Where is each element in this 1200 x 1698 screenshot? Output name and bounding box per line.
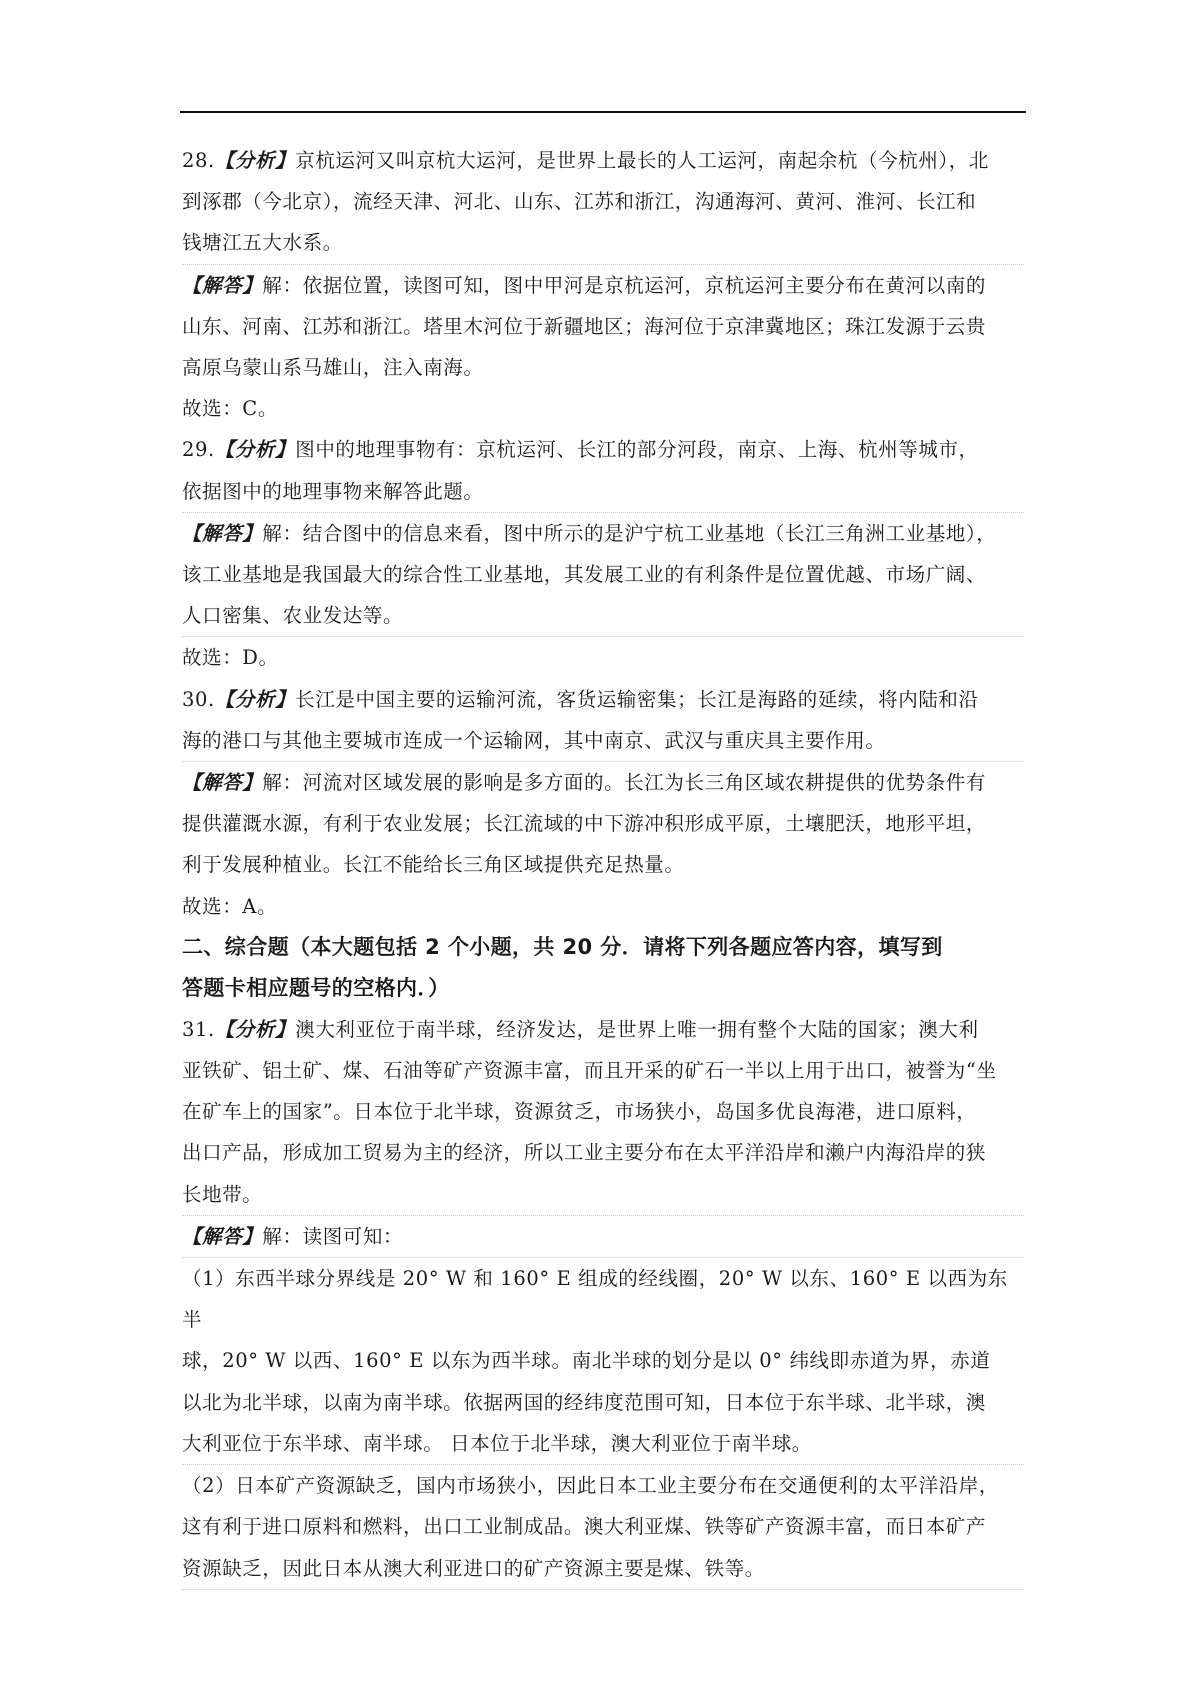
q31-part1-line: 以北为北半球，以南为南半球。依据两国的经纬度范围可知，日本位于东半球、北半球，澳 [182, 1390, 987, 1414]
q31-number: 31. [182, 1017, 215, 1041]
q30-answer-line: 利于发展种植业。长江不能给长三角区域提供充足热量。 [182, 853, 685, 877]
q31-answer-tag: 【解答】 [182, 1224, 263, 1248]
q31-analysis-line: 亚铁矿、铝土矿、煤、石油等矿产资源丰富，而且开采的矿石一半以上用于出口，被誉为“坐 [182, 1059, 997, 1083]
q31-analysis-line: 出口产品，形成加工贸易为主的经济，所以工业主要分布在太平洋沿岸和濑户内海沿岸的狭 [182, 1141, 987, 1165]
q31-analysis-line: 澳大利亚位于南半球，经济发达，是世界上唯一拥有整个大陆的国家；澳大利 [295, 1017, 979, 1041]
q31-answer-part1 [182, 1258, 1024, 1465]
q29-answer-line: 人口密集、农业发达等。 [182, 604, 404, 628]
q28-analysis [182, 140, 1024, 265]
section2-heading [182, 927, 1024, 1009]
q28-answer-tag: 【解答】 [182, 273, 263, 297]
q30-analysis-tag: 【分析】 [214, 687, 296, 711]
q31-analysis-line: 在矿车上的国家”。日本位于北半球，资源贫乏，市场狭小，岛国多优良海港，进口原料， [182, 1100, 977, 1124]
q31-analysis [182, 1009, 1024, 1216]
q30-analysis [182, 679, 1024, 762]
q29-choice: 故选：D。 [182, 646, 279, 670]
q30-answer-line: 解：河流对区域发展的影响是多方面的。长江为长三角区域农耕提供的优势条件有 [262, 771, 987, 795]
q28-answer-line: 高原乌蒙山系马雄山，注入南海。 [182, 356, 484, 380]
q31-analysis-line: 长地带。 [182, 1182, 263, 1206]
q30-answer-line: 提供灌溉水源，有利于农业发展；长江流域的中下游冲积形成平原，土壤肥沃，地形平坦， [182, 812, 987, 836]
q31-answer-intro-text: 解：读图可知： [262, 1224, 404, 1248]
q28-analysis-line: 京杭运河又叫京杭大运河，是世界上最长的人工运河，南起余杭（今杭州），北 [295, 149, 989, 172]
q31-part1-line: （1）东西半球分界线是 20° W 和 160° E 组成的经线圈，20° W 以东、160° E 以西为东半 [182, 1267, 1008, 1332]
q30-answer-tag: 【解答】 [182, 771, 263, 795]
q30-choice: 故选：A。 [182, 894, 278, 918]
q31-part1-line: 球，20° W 以西、160° E 以东为西半球。南北半球的划分是以 0° 纬线即赤道为界，赤道 [182, 1349, 991, 1373]
q31-part2-line: 资源缺乏，因此日本从澳大利亚进口的矿产资源主要是煤、铁等。 [182, 1556, 765, 1580]
q28-analysis-line: 到涿郡（今北京），流经天津、河北、山东、江苏和浙江，沟通海河、黄河、淮河、长江和 [182, 190, 977, 214]
q31-answer-part2 [182, 1465, 1024, 1590]
q28-number: 28. [182, 149, 215, 172]
q30-analysis-line: 海的港口与其他主要城市连成一个运输网，其中南京、武汉与重庆具主要作用。 [182, 728, 886, 752]
q30-answer [182, 762, 1024, 886]
q31-answer-intro [182, 1216, 1024, 1258]
q29-analysis-tag: 【分析】 [214, 438, 296, 462]
q28-answer [182, 265, 1024, 389]
q29-answer [182, 513, 1024, 638]
q29-analysis-line: 依据图中的地理事物来解答此题。 [182, 479, 484, 503]
q31-analysis-tag: 【分析】 [214, 1017, 296, 1041]
q28-choice: 故选：C。 [182, 397, 278, 421]
q29-number: 29. [182, 438, 215, 462]
q30-number: 30. [182, 687, 215, 711]
q28-answer-line: 山东、河南、江苏和浙江。塔里木河位于新疆地区；海河位于京津冀地区；珠江发源于云贵 [182, 314, 987, 338]
q30-analysis-line: 长江是中国主要的运输河流，客货运输密集；长江是海路的延续，将内陆和沿 [295, 687, 979, 711]
q29-answer-tag: 【解答】 [182, 521, 263, 545]
section2-heading-line: 答题卡相应题号的空格内．） [182, 975, 450, 1000]
q29-answer-line: 解：结合图中的信息来看，图中所示的是沪宁杭工业基地（长江三角洲工业基地）， [262, 521, 997, 545]
q31-part2-line: （2）日本矿产资源缺乏，国内市场狭小，因此日本工业主要分布在交通便利的太平洋沿岸， [182, 1474, 1000, 1498]
q29-analysis-line: 图中的地理事物有：京杭运河、长江的部分河段，南京、上海、杭州等城市， [295, 438, 979, 462]
section2-heading-line: 二、综合题（本大题包括 2 个小题，共 20 分．请将下列各题应答内容，填写到 [182, 934, 943, 959]
q31-part1-line: 大利亚位于东半球、南半球。 日本位于北半球，澳大利亚位于南半球。 [182, 1431, 812, 1455]
q29-answer-line: 该工业基地是我国最大的综合性工业基地，其发展工业的有利条件是位置优越、市场广阔、 [182, 563, 987, 587]
q29-analysis [182, 429, 1024, 512]
header-rule [180, 111, 1026, 113]
q28-analysis-line: 钱塘江五大水系。 [182, 231, 343, 255]
document-body [182, 140, 1024, 1590]
q31-part2-line: 这有利于进口原料和燃料，出口工业制成品。澳大利亚煤、铁等矿产资源丰富，而日本矿产 [182, 1515, 987, 1539]
q28-answer-line: 解：依据位置，读图可知，图中甲河是京杭运河，京杭运河主要分布在黄河以南的 [262, 273, 987, 297]
q28-analysis-tag: 【分析】 [214, 149, 296, 172]
